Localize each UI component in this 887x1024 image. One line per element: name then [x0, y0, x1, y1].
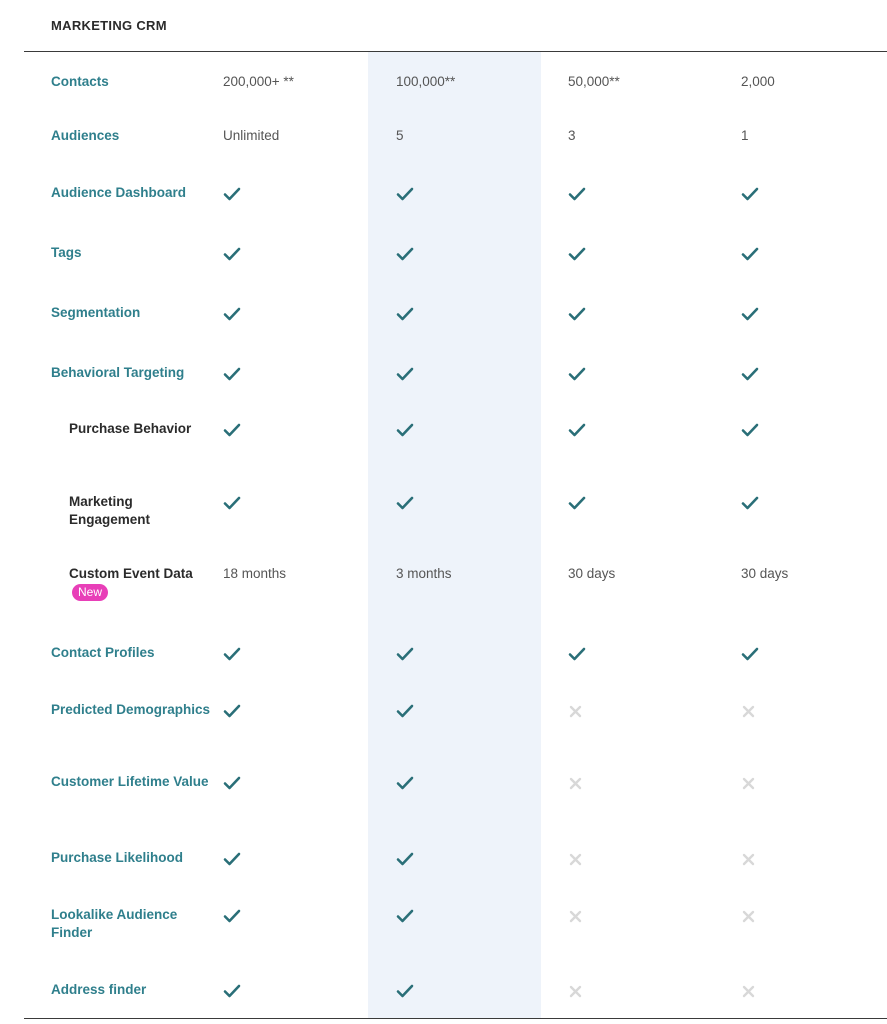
- feature-label-text: Purchase Behavior: [69, 421, 192, 436]
- feature-label-text: Purchase Likelihood: [51, 850, 184, 865]
- plan-value: Unlimited: [223, 128, 280, 143]
- feature-label: [51, 304, 211, 322]
- check-icon: [223, 187, 241, 201]
- feature-label-text: Address finder: [51, 982, 147, 997]
- cross-icon: [742, 910, 755, 923]
- check-icon: [396, 776, 414, 790]
- feature-label: [69, 420, 199, 438]
- plan-value: 200,000+ **: [223, 74, 294, 89]
- feature-label-text: Contacts: [51, 74, 109, 89]
- plan-value: 30 days: [568, 566, 616, 581]
- check-icon: [741, 247, 759, 261]
- check-icon: [568, 496, 586, 510]
- feature-label: [51, 244, 211, 262]
- feature-label: [69, 565, 199, 601]
- feature-label: [51, 981, 211, 999]
- feature-label: [51, 127, 211, 145]
- check-icon: [223, 247, 241, 261]
- check-icon: [223, 367, 241, 381]
- feature-label-text: Audience Dashboard: [51, 185, 187, 200]
- check-icon: [396, 852, 414, 866]
- check-icon: [223, 496, 241, 510]
- feature-label-text: Customer Lifetime Value: [51, 774, 209, 789]
- cross-icon: [569, 910, 582, 923]
- plan-value: 100,000**: [396, 74, 456, 89]
- cross-icon: [569, 705, 582, 718]
- new-badge: New: [72, 584, 108, 601]
- check-icon: [568, 187, 586, 201]
- feature-label: [69, 493, 199, 529]
- feature-label-text: Audiences: [51, 128, 120, 143]
- cross-icon: [569, 777, 582, 790]
- check-icon: [396, 423, 414, 437]
- check-icon: [741, 187, 759, 201]
- check-icon: [741, 367, 759, 381]
- feature-label: [51, 773, 211, 791]
- cross-icon: [742, 985, 755, 998]
- check-icon: [223, 704, 241, 718]
- check-icon: [568, 423, 586, 437]
- feature-label-text: Contact Profiles: [51, 645, 155, 660]
- section-title: MARKETING CRM: [51, 18, 167, 33]
- cross-icon: [742, 705, 755, 718]
- check-icon: [396, 367, 414, 381]
- check-icon: [396, 247, 414, 261]
- feature-label: [51, 184, 211, 202]
- check-icon: [741, 307, 759, 321]
- check-icon: [396, 704, 414, 718]
- check-icon: [223, 776, 241, 790]
- feature-label: [51, 701, 211, 719]
- plan-value: 50,000**: [568, 74, 620, 89]
- plan-value: 18 months: [223, 566, 287, 581]
- check-icon: [396, 909, 414, 923]
- check-icon: [568, 647, 586, 661]
- feature-label: [51, 644, 211, 662]
- feature-label: [51, 364, 211, 382]
- feature-label-text: Lookalike Audience Finder: [51, 907, 178, 940]
- check-icon: [396, 187, 414, 201]
- feature-label: [51, 849, 211, 867]
- check-icon: [396, 496, 414, 510]
- plan-value: 2,000: [741, 74, 775, 89]
- check-icon: [741, 423, 759, 437]
- check-icon: [741, 647, 759, 661]
- feature-label-text: Behavioral Targeting: [51, 365, 185, 380]
- plan-value: 30 days: [741, 566, 789, 581]
- check-icon: [568, 307, 586, 321]
- feature-label-text: Marketing Engagement: [69, 494, 151, 527]
- check-icon: [223, 647, 241, 661]
- check-icon: [396, 307, 414, 321]
- check-icon: [741, 496, 759, 510]
- cross-icon: [569, 853, 582, 866]
- check-icon: [568, 247, 586, 261]
- feature-label-text: Custom Event Data: [69, 566, 193, 581]
- feature-label-text: Segmentation: [51, 305, 141, 320]
- check-icon: [223, 423, 241, 437]
- feature-label-text: Tags: [51, 245, 82, 260]
- plan-value: 3 months: [396, 566, 452, 581]
- check-icon: [568, 367, 586, 381]
- plan-value: 3: [568, 128, 576, 143]
- plan-value: 5: [396, 128, 404, 143]
- cross-icon: [569, 985, 582, 998]
- check-icon: [396, 647, 414, 661]
- check-icon: [223, 909, 241, 923]
- cross-icon: [742, 777, 755, 790]
- feature-label: [51, 73, 211, 91]
- cross-icon: [742, 853, 755, 866]
- check-icon: [223, 984, 241, 998]
- plan-value: 1: [741, 128, 749, 143]
- check-icon: [223, 852, 241, 866]
- feature-label: [51, 906, 211, 942]
- highlighted-plan-column: [368, 52, 541, 1018]
- feature-label-text: Predicted Demographics: [51, 702, 211, 717]
- check-icon: [396, 984, 414, 998]
- check-icon: [223, 307, 241, 321]
- bottom-divider: [24, 1018, 887, 1019]
- top-divider: [24, 51, 887, 52]
